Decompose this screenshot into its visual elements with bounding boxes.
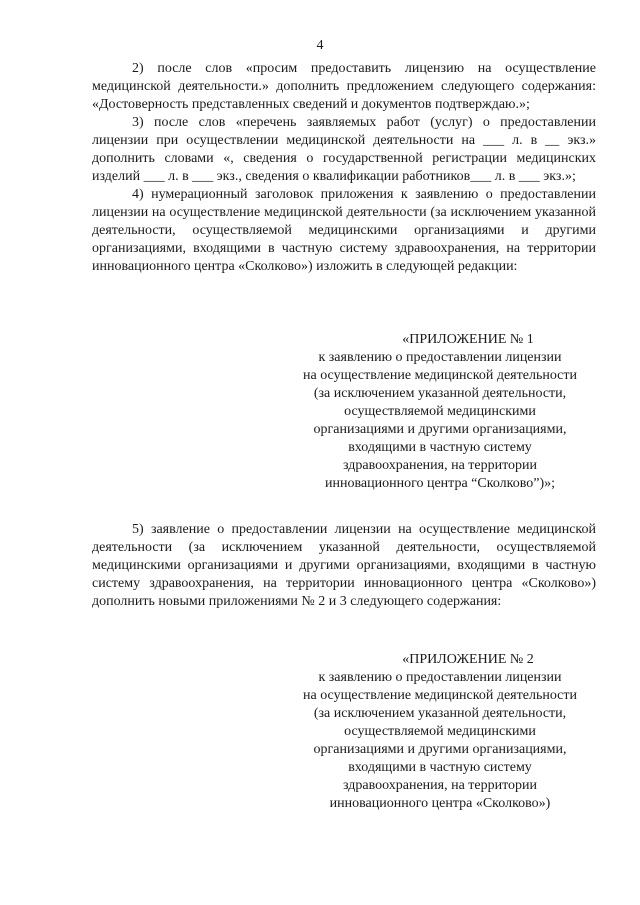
appendix-1-line: здравоохранения, на территории	[342, 458, 538, 473]
appendix-2-title: «ПРИЛОЖЕНИЕ № 2	[402, 652, 534, 667]
appendix-1-line: входящими в частную систему	[348, 440, 532, 455]
appendix-1-title: «ПРИЛОЖЕНИЕ № 1	[402, 332, 534, 347]
appendix-1-line: инновационного центра “Сколково”)»;	[325, 476, 555, 491]
appendix-1-line: организациями и другими организациями,	[313, 422, 567, 437]
page-number: 4	[316, 38, 324, 53]
amendment-item-4: 4) нумерационный заголовок приложения к заявлению о предоставлении лицензии на осуществление медицинской деятельности (за исключением указанной деятельности, осуществляемой медицинскими организациями и другими организациями, входящими в частную систему здравоохранения, на территории инновационного центра «Сколково») изложить в следующей редакции:	[92, 187, 596, 274]
appendix-1-heading	[280, 331, 600, 493]
appendix-1-line: на осуществление медицинской деятельности	[302, 368, 577, 383]
appendix-2-line: к заявлению о предоставлении лицензии	[318, 670, 562, 685]
amendment-item-2: 2) после слов «просим предоставить лицензию на осуществление медицинской деятельности.» дополнить предложением следующего содержания: «Достоверность представленных сведений и документов подтверждаю.»;	[92, 61, 596, 112]
appendix-2-heading	[280, 651, 600, 813]
appendix-2-line: входящими в частную систему	[348, 760, 532, 775]
appendix-2-line: на осуществление медицинской деятельности	[302, 688, 577, 703]
amendment-items-block	[92, 60, 596, 276]
amendment-item-5-block	[92, 521, 596, 611]
appendix-2-line: (за исключением указанной деятельности,	[313, 706, 567, 721]
appendix-1-line: к заявлению о предоставлении лицензии	[318, 350, 562, 365]
appendix-2-line: здравоохранения, на территории	[342, 778, 538, 793]
amendment-item-5: 5) заявление о предоставлении лицензии на осуществление медицинской деятельности (за исключением указанной деятельности, осуществляемой медицинскими организациями и другими организациями, входящими в частную систему здравоохранения, на территории инновационного центра «Сколково») дополнить новыми приложениями № 2 и 3 следующего содержания:	[92, 522, 596, 609]
appendix-2-line: организациями и другими организациями,	[313, 742, 567, 757]
appendix-1-line: (за исключением указанной деятельности,	[313, 386, 567, 401]
appendix-1-line: осуществляемой медицинскими	[344, 404, 536, 419]
amendment-item-3: 3) после слов «перечень заявляемых работ (услуг) о предоставлении лицензии при осуществлении медицинской деятельности на ___ л. в __ экз.» дополнить словами «, сведения о государственной регистрации медицинских изделий ___ л. в ___ экз., сведения о квалификации работников___ л. в ___ экз.»;	[92, 115, 596, 184]
appendix-2-line: осуществляемой медицинскими	[344, 724, 536, 739]
appendix-2-line: инновационного центра «Сколково»)	[329, 796, 551, 811]
